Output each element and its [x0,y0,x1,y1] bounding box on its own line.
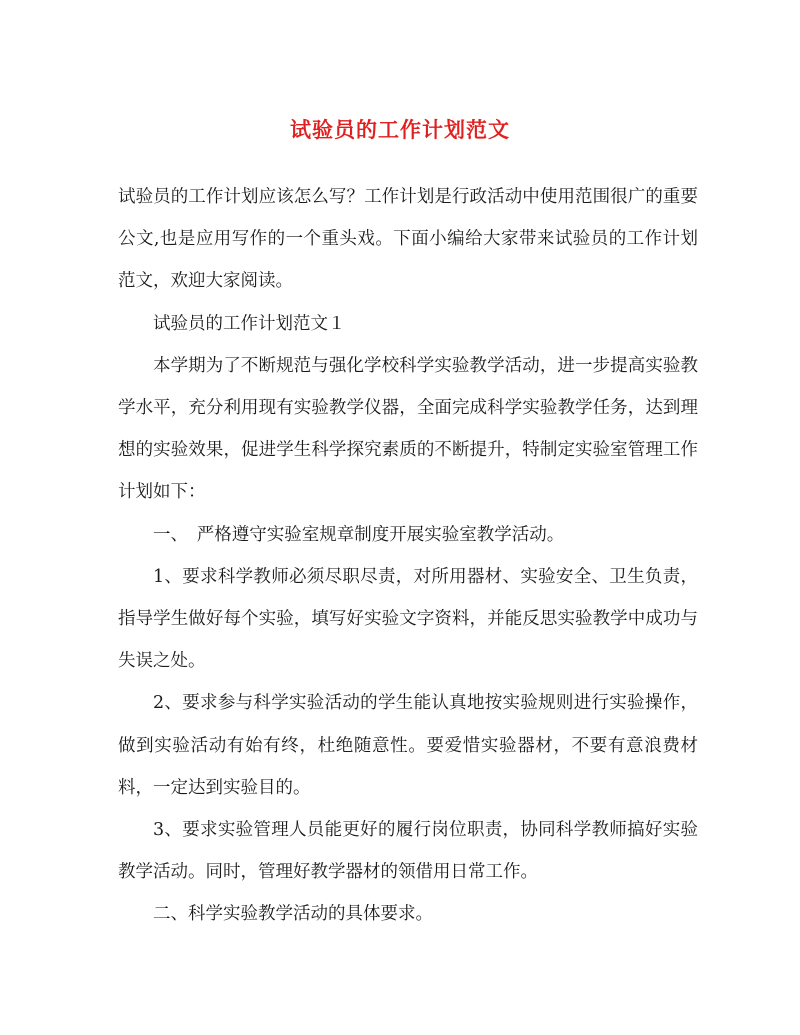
paragraph: 1、要求科学教师必须尽职尽责，对所用器材、实验安全、卫生负责，指导学生做好每个实验，填写好实验文字资料，并能反思实验教学中成功与失误之处。 [118,566,698,672]
paragraph: 一、 严格遵守实验室规章制度开展实验室教学活动。 [153,524,565,545]
paragraph: 试验员的工作计划应该怎么写？工作计划是行政活动中使用范围很广的重要公文,也是应用写作的一个重头戏。下面小编给大家带来试验员的工作计划范文，欢迎大家阅读。 [118,187,698,292]
paragraph: 3、要求实验管理人员能更好的履行岗位职责，协同科学教师搞好实验教学活动。同时，管理好教学器材的领借用日常工作。 [118,820,698,883]
paragraph: 2、要求参与科学实验活动的学生能认真地按实验规则进行实验操作，做到实验活动有始有终，杜绝随意性。要爱惜实验器材，不要有意浪费材料，一定达到实验目的。 [118,693,698,798]
paragraph: 二、科学实验教学活动的具体要求。 [153,904,433,925]
paragraph: 试验员的工作计划范文１ [153,313,346,334]
paragraph: 本学期为了不断规范与强化学校科学实验教学活动，进一步提高实验教学水平，充分利用现有实验教学仪器，全面完成科学实验教学任务，达到理想的实验效果，促进学生科学探究素质的不断提升，特制定实验室管理工作计划如下： [118,355,698,503]
document-body [118,176,698,936]
document-title: 试验员的工作计划范文 [290,117,510,142]
